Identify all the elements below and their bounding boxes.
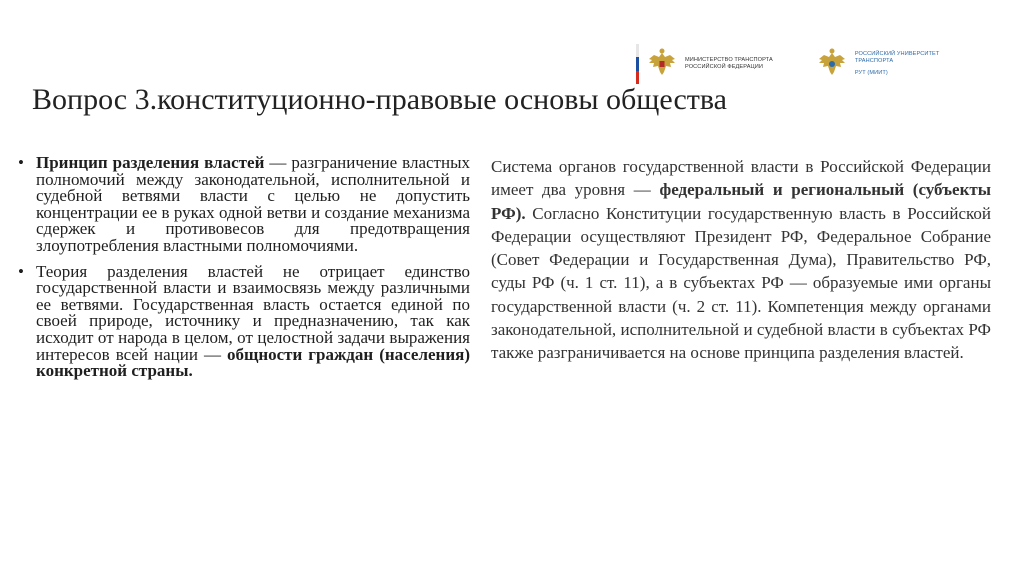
- right-text-end: Согласно Конституции государственную власть в Российской Федерации осуществляют Президент РФ, Федеральное Собрание (Совет Федерации и Государственная Дума), Правительство РФ, суды РФ (ч. 1 ст. 11), а в субъектах РФ — образуемые ими органы государственной власти (ч. 2 ст. 11). Компетенция между органами законодательной, исполнительной и судебной власти в субъектах РФ также разграничивается на основе принципа разделения властей.: [491, 203, 991, 363]
- ministry-logo: [636, 44, 773, 84]
- right-paragraph: [491, 155, 991, 365]
- university-logo-line2: ТРАНСПОРТА: [854, 58, 894, 65]
- university-logo-line3: РУТ (МИИТ): [854, 69, 888, 76]
- bullet-body: Теория разделения властей не отрицает единство государственной власти и взаимосвязь между различными ее ветвями. Государственная власть остается единой по своей природе, источнику и предназначению, так как исходит от народа в целом, от целостной задачи выражения интересов всей нации —: [36, 261, 470, 364]
- bullet-item-theory-of-separation: [18, 261, 470, 381]
- university-eagle-emblem-icon: [815, 47, 849, 81]
- ministry-logo-line1: МИНИСТЕРСТВО ТРАНСПОРТА: [685, 56, 773, 63]
- ministry-logo-text: [685, 57, 773, 72]
- bullet-bold-lead: Принцип разделения властей: [36, 153, 265, 172]
- right-bold-levels: федеральный и региональный (субъекты РФ).: [491, 180, 991, 223]
- bullet-text: [36, 261, 470, 381]
- university-logo-text: [855, 51, 940, 77]
- bullet-item-separation-of-powers: [18, 155, 470, 255]
- bullet-body: — разграничение властных полномочий между законодательной, исполнительной и судебной ветвями власти с целью не допустить концентрации ее в руках одной ветви и создание механизма сдержек и противовесов для предотвращения злоупотребления властными полномочиями.: [36, 153, 470, 255]
- double-headed-eagle-emblem-icon: [645, 47, 679, 81]
- russian-flag-stripe: [636, 44, 639, 84]
- university-logo: [815, 47, 940, 81]
- university-logo-line1: РОССИЙСКИЙ УНИВЕРСИТЕТ: [854, 50, 940, 57]
- left-column: [18, 155, 470, 389]
- bullet-icon: •: [18, 261, 24, 281]
- bullet-bold-tail: общности граждан (населения) конкретной страны.: [36, 344, 470, 381]
- ministry-logo-line2: РОССИЙСКОЙ ФЕДЕРАЦИИ: [685, 64, 764, 70]
- bullet-icon: •: [18, 153, 24, 172]
- bullet-text: [36, 155, 470, 255]
- right-text-start: Система органов государственной власти в Российской Федерации имеет два уровня —: [491, 157, 991, 200]
- right-column: [491, 155, 991, 365]
- slide-title: Вопрос 3.конституционно-правовые основы общества: [32, 83, 727, 116]
